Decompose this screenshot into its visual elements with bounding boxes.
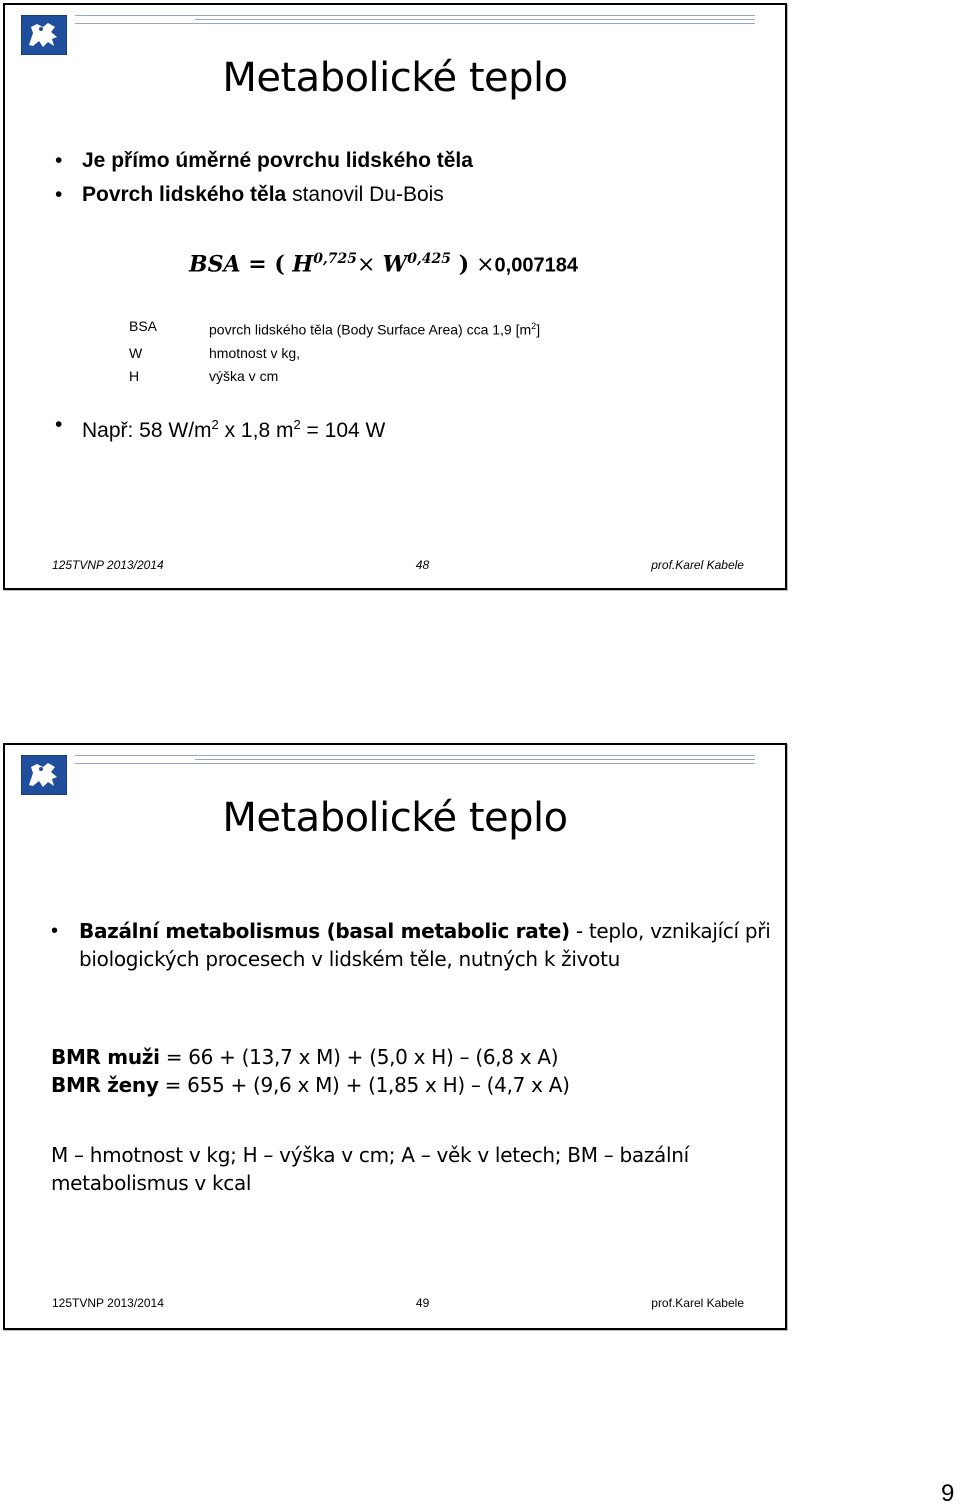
bullet-item: • Je přímo úměrné povrchu lidského těla [55, 144, 473, 178]
variable-legend [129, 315, 540, 388]
page-number: 9 [941, 1480, 955, 1507]
bmr-women: BMR ženy = 655 + (9,6 x M) + (1,85 x H) – (4,7 x A) [51, 1073, 570, 1097]
bmr-definition: • Bazální metabolismus (basal metabolic rate) - teplo, vznikající při biologických procesech v lidském těle, nutných k životu [51, 919, 771, 971]
header-rules [75, 15, 755, 25]
footer-slide-number: 48 [415, 558, 430, 572]
slide-title: Metabolické teplo [222, 795, 568, 841]
example-bullet [55, 408, 385, 448]
bullet-item: • Např: 58 $W/m^2$ x 1,8 $m^2 = 104$ W [55, 408, 385, 448]
legend-row: BSA povrch lidského těla (Body Surface Area) cca 1,9 $[m^2]$ [129, 318, 541, 338]
slide-49 [3, 743, 787, 1330]
bmr-formulas [51, 1043, 751, 1099]
slide-title: Metabolické teplo [222, 55, 568, 101]
cvut-lion-logo-icon [21, 755, 67, 795]
bsa-formula: BSA = ( H$^{0,725}$× W$^{0,425}$ ) ×0,007184 [189, 251, 578, 278]
footer-slide-number: 49 [415, 1296, 430, 1310]
slide-48 [3, 3, 787, 590]
variable-note: M – hmotnost v kg; H – výška v cm; A – věk v letech; BM – bazální metabolismus v kcal [51, 1143, 689, 1195]
legend-row: H výška v cm [129, 367, 279, 384]
legend-row: W hmotnost v kg, [129, 344, 301, 361]
cvut-lion-logo-icon [21, 15, 67, 55]
footer-course: 125TVNP 2013/2014 [52, 558, 164, 572]
footer-author: prof.Karel Kabele [651, 558, 744, 572]
footer-course: 125TVNP 2013/2014 [52, 1296, 164, 1310]
footer-author: prof.Karel Kabele [651, 1296, 744, 1310]
bullet-list [55, 144, 473, 212]
bmr-men: BMR muži = 66 + (13,7 x M) + (5,0 x H) – (6,8 x A) [51, 1045, 559, 1069]
slide-footer [52, 1296, 744, 1310]
bullet-item: • Povrch lidského těla stanovil Du-Bois [55, 178, 473, 212]
header-rules [75, 755, 755, 765]
slide-footer [52, 558, 744, 572]
